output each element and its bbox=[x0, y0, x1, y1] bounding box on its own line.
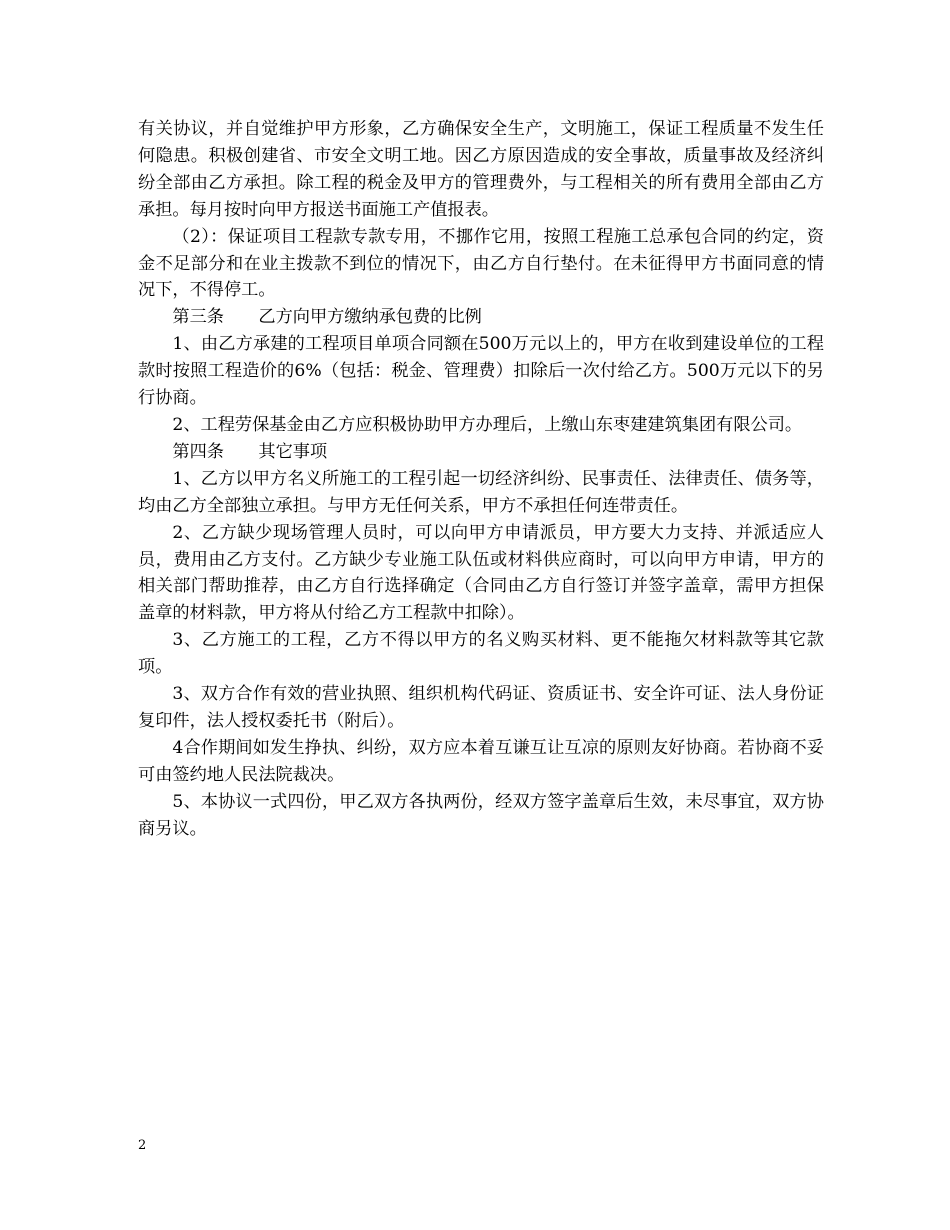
paragraph-article-3-item-1: 1、由乙方承建的工程项目单项合同额在500万元以上的，甲方在收到建设单位的工程款时按照工程造价的6%（包括：税金、管理费）扣除后一次付给乙方。500万元以下的另行协商。 bbox=[138, 334, 824, 409]
paragraph-article-4-item-1: 1、乙方以甲方名义所施工的工程引起一切经济纠纷、民事责任、法律责任、债务等，均由乙方全部独立承担。与甲方无任何关系，甲方不承担任何连带责任。 bbox=[138, 468, 824, 516]
paragraph-clause-2-funds: （2）：保证项目工程款专款专用，不挪作它用，按照工程施工总承包合同的约定，资金不足部分和在业主拨款不到位的情况下，由乙方自行垫付。在未征得甲方书面同意的情况下，不得停工。 bbox=[138, 226, 824, 301]
paragraph-article-4-item-4: 4合作期间如发生挣执、纠纷，双方应本着互谦互让互凉的原则友好协商。若协商不妥可由签约地人民法院裁决。 bbox=[138, 737, 824, 785]
document-body bbox=[138, 116, 824, 842]
article-3-number: 第三条 bbox=[172, 307, 224, 328]
paragraph-article-4-item-3: 3、乙方施工的工程，乙方不得以甲方的名义购买材料、更不能拖欠材料款等其它款项。 bbox=[138, 630, 824, 678]
article-4-number: 第四条 bbox=[172, 441, 224, 462]
article-4-title: 其它事项 bbox=[258, 441, 328, 462]
article-3-heading bbox=[138, 304, 824, 331]
article-3-title: 乙方向甲方缴纳承包费的比例 bbox=[258, 307, 482, 328]
article-4-heading bbox=[138, 439, 824, 466]
paragraph-article-4-item-3b: 3、双方合作有效的营业执照、组织机构代码证、资质证书、安全许可证、法人身份证复印件，法人授权委托书（附后）。 bbox=[138, 684, 824, 731]
paragraph-article-4-item-2: 2、乙方缺少现场管理人员时，可以向甲方申请派员，甲方要大力支持、并派适应人员，费用由乙方支付。乙方缺少专业施工队伍或材料供应商时，可以向甲方申请，甲方的相关部门帮助推荐，由乙方自行选择确定（合同由乙方自行签订并签字盖章，需甲方担保盖章的材料款，甲方将从付给乙方工程款中扣除）。 bbox=[138, 522, 824, 624]
paragraph-article-3-item-2: 2、工程劳保基金由乙方应积极协助甲方办理后，上缴山东枣建建筑集团有限公司。 bbox=[172, 414, 803, 435]
paragraph-obligations-continued: 有关协议，并自觉维护甲方形象，乙方确保安全生产，文明施工，保证工程质量不发生任何隐患。积极创建省、市安全文明工地。因乙方原因造成的安全事故，质量事故及经济纠纷全部由乙方承担。除工程的税金及甲方的管理费外，与工程相关的所有费用全部由乙方承担。每月按时向甲方报送书面施工产值报表。 bbox=[138, 119, 824, 220]
page-number: 2 bbox=[138, 1138, 147, 1153]
paragraph-article-4-item-5: 5、本协议一式四份，甲乙双方各执两份，经双方签字盖章后生效，未尽事宜，双方协商另议。 bbox=[138, 791, 824, 839]
